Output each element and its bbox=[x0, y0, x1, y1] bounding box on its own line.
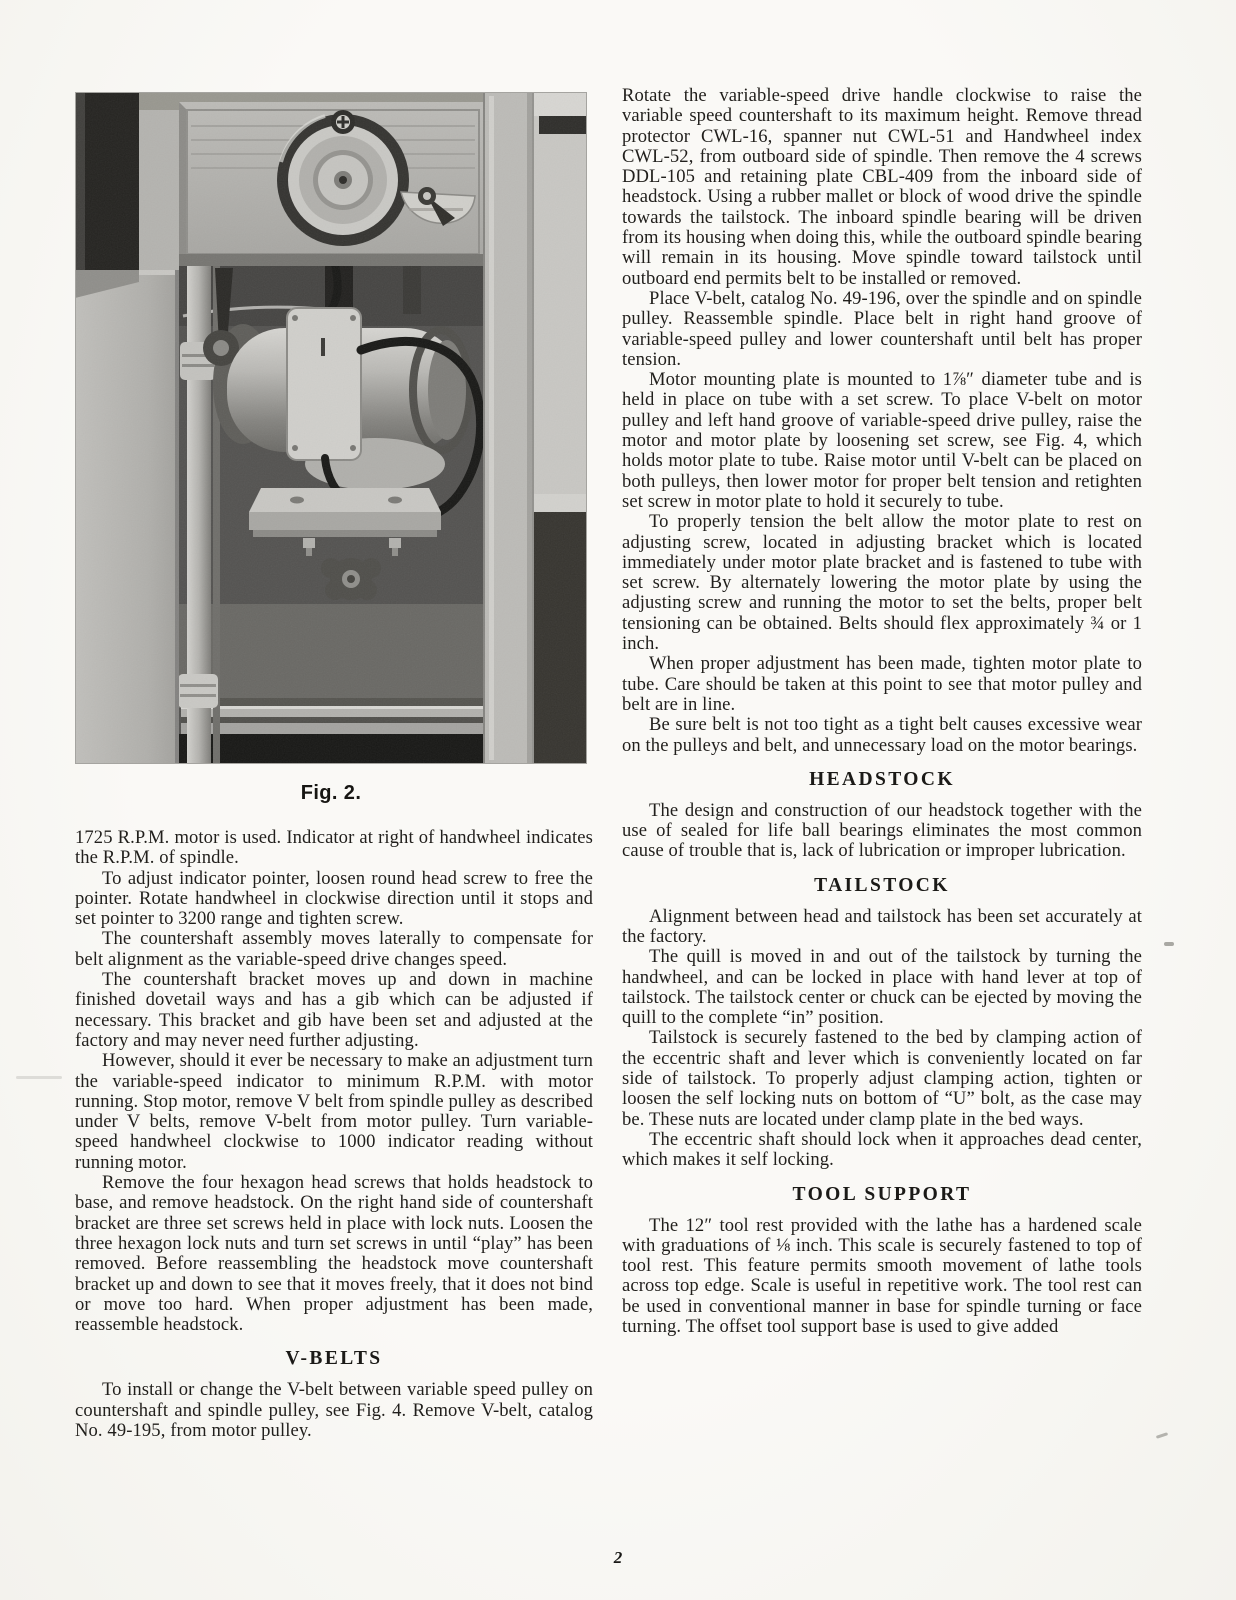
section-heading: HEADSTOCK bbox=[809, 768, 955, 790]
paragraph: Remove the four hexagon head screws that holds headstock to base, and remove headstock. On the right hand side of countershaft bracket are three set screws held in place with lock nuts. Loosen the three hexagon lock nuts and turn set screws in until “play” has been removed. Before reassembling the headstock move countershaft bracket up and down to see that it moves freely, that it does not bind or move too hard. When proper adjustment has been made, reassemble headstock. bbox=[75, 1172, 593, 1336]
paragraph: To properly tension the belt allow the motor plate to rest on adjusting screw, located in adjusting bracket which is located immediately under motor plate bracket and is fastened to tube with set screw. By alternately lowering the motor plate by using the adjusting screw and running the motor to set the belts, proper belt tensioning can be obtained. Belts should flex approximately ¾ or 1 inch. bbox=[622, 511, 1142, 655]
paragraph: The quill is moved in and out of the tailstock by turning the handwheel, and can be locked in place with hand lever at top of tailstock. The tailstock center or chuck can be ejected by moving the quill to the complete “in” position. bbox=[622, 946, 1142, 1029]
paragraph: To adjust indicator pointer, loosen round head screw to free the pointer. Rotate handwheel in clockwise direction until it stops and set pointer to 3200 range and tighten screw. bbox=[75, 867, 593, 930]
paragraph: The design and construction of our headstock together with the use of sealed for life ball bearings eliminates the most common cause of trouble that is, lack of lubrication or improper lubrication. bbox=[622, 799, 1142, 862]
paragraph: 1725 R.P.M. motor is used. Indicator at right of handwheel indicates the R.P.M. of spindle. bbox=[75, 827, 593, 869]
paragraph: Tailstock is securely fastened to the bed by clamping action of the eccentric shaft and lever which is conveniently located on far side of tailstock. To properly adjust clamping action, tighten or loosen the self locking nuts on bottom of “U” bolt, as the case may be. These nuts are located under clamp plate in the bed ways. bbox=[622, 1027, 1142, 1130]
figure-2 bbox=[75, 92, 587, 805]
scan-artifact bbox=[1156, 1432, 1168, 1439]
paragraph: The countershaft assembly moves laterally to compensate for belt alignment as the variable-speed drive changes speed. bbox=[75, 928, 593, 970]
paragraph: Alignment between head and tailstock has been set accurately at the factory. bbox=[622, 905, 1142, 947]
figure-2-photo bbox=[75, 92, 587, 764]
paragraph: The countershaft bracket moves up and down in machine finished dovetail ways and has a gib which can be adjusted if necessary. This bracket and gib have been set and adjusted at the factory and may never need further adjusting. bbox=[75, 969, 593, 1051]
paragraph: The eccentric shaft should lock when it approaches dead center, which makes it self locking. bbox=[622, 1128, 1142, 1171]
right-column bbox=[622, 86, 1142, 1337]
figure-caption: Fig. 2. bbox=[300, 782, 362, 804]
section-heading: TOOL SUPPORT bbox=[792, 1183, 972, 1205]
paragraph: Motor mounting plate is mounted to 1⅞″ diameter tube and is held in place on tube with a set screw. To place V-belt on motor pulley and left hand groove of variable-speed drive pulley, raise the motor and motor plate by loosening set screw, see Fig. 4, which holds motor plate to tube. Raise motor until V-belt can be placed on both pulleys, then lower motor for proper belt tension and retighten set screw in motor plate to hold it securely to tube. bbox=[622, 369, 1142, 512]
paragraph: Be sure belt is not too tight as a tight belt causes excessive wear on the pulleys and belt, and unnecessary load on the motor bearings. bbox=[622, 714, 1142, 756]
paragraph: However, should it ever be necessary to make an adjustment turn the variable-speed indicator to minimum R.P.M. with motor running. Stop motor, remove V belt from spindle pulley as described under V belts, remove V-belt from motor pulley. Turn variable-speed handwheel clockwise to 1000 indicator reading without running motor. bbox=[75, 1050, 593, 1173]
section-heading: TAILSTOCK bbox=[814, 874, 950, 896]
paragraph: When proper adjustment has been made, tighten motor plate to tube. Care should be taken at this point to see that motor pulley and belt are in line. bbox=[622, 653, 1142, 715]
left-column bbox=[75, 828, 593, 1441]
paragraph: The 12″ tool rest provided with the lathe has a hardened scale with graduations of ⅛ inch. This scale is securely fastened to top of tool rest. This feature permits smooth movement of lathe tools across top edge. Scale is useful in repetitive work. The tool rest can be used in conventional manner in base for spindle turning or face turning. The offset tool support base is used to give added bbox=[622, 1214, 1142, 1338]
section-heading: V-BELTS bbox=[285, 1348, 383, 1370]
page-number: 2 bbox=[613, 1548, 623, 1567]
lathe-motor-photo bbox=[75, 92, 587, 764]
paragraph: Rotate the variable-speed drive handle clockwise to raise the variable speed countershaft to its maximum height. Remove thread protector CWL-16, spanner nut CWL-51 and Handwheel index CWL-52, from outboard side of spindle. Then remove the 4 screws DDL-105 and retaining plate CBL-409 from the inboard side of headstock. Using a rubber mallet or block of wood drive the spindle towards the tailstock. The inboard spindle bearing will be driven from its housing when doing this, while the outboard spindle bearing will remain in its housing. Move spindle toward tailstock until outboard end permits belt to be installed or removed. bbox=[622, 85, 1142, 289]
scan-artifact bbox=[1164, 942, 1174, 946]
scan-artifact bbox=[16, 1076, 62, 1079]
paragraph: Place V-belt, catalog No. 49-196, over the spindle and on spindle pulley. Reassemble spindle. Place belt in right hand groove of variable-speed pulley and lower countershaft until belt has proper tension. bbox=[622, 287, 1142, 370]
paragraph: To install or change the V-belt between variable speed pulley on countershaft and spindle pulley, see Fig. 4. Remove V-belt, catalog No. 49-195, from motor pulley. bbox=[75, 1379, 593, 1442]
